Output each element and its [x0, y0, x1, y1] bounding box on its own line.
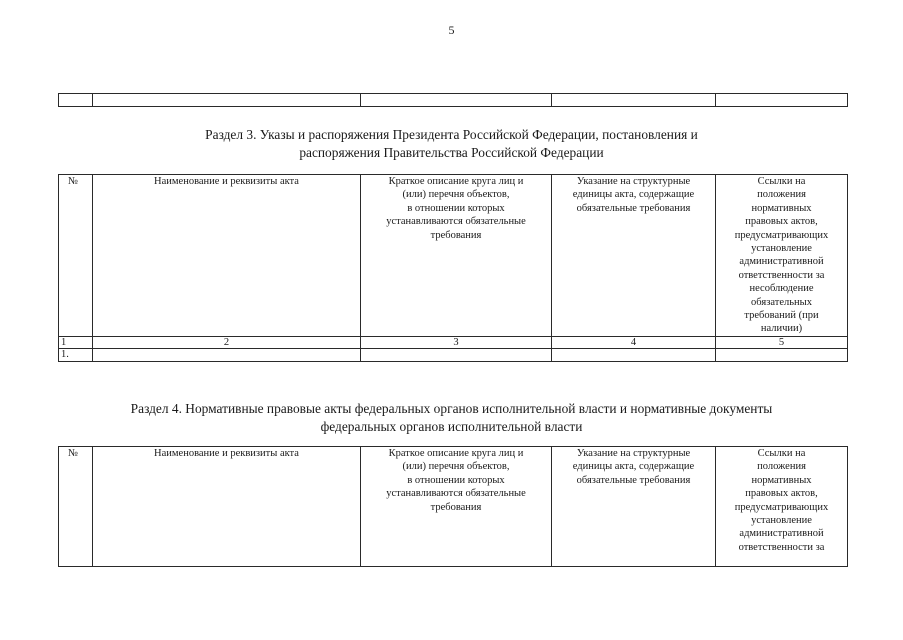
section4-title-line2: федеральных органов исполнительной власти [320, 419, 583, 434]
header-units: Указание на структурные единицы акта, содержащие обязательные требования [552, 175, 716, 337]
table-cell [59, 94, 93, 107]
header-links: Ссылки на положения нормативных правовых актов, предусматривающих установление административной ответственности за [716, 447, 848, 567]
header-num: № [59, 447, 93, 567]
table-row [59, 94, 848, 107]
header-name: Наименование и реквизиты акта [93, 175, 361, 337]
table-header-row [59, 175, 848, 337]
table-index-row [59, 336, 848, 348]
table-row [59, 348, 848, 361]
index-cell: 1 [59, 336, 93, 348]
row-number: 1. [59, 348, 93, 361]
header-units: Указание на структурные единицы акта, содержащие обязательные требования [552, 447, 716, 567]
table-cell [93, 94, 361, 107]
header-num: № [59, 175, 93, 337]
table-cell [716, 94, 848, 107]
table-cell [361, 348, 552, 361]
index-cell: 3 [361, 336, 552, 348]
header-description: Краткое описание круга лиц и (или) перечня объектов, в отношении которых устанавливаются обязательные требования [361, 447, 552, 567]
section4-title-line1: Раздел 4. Нормативные правовые акты федеральных органов исполнительной власти и нормативные документы [130, 401, 773, 416]
header-description: Краткое описание круга лиц и (или) перечня объектов, в отношении которых устанавливаются обязательные требования [361, 175, 552, 337]
section4-table [58, 446, 848, 567]
table-cell [552, 348, 716, 361]
table-cell [93, 348, 361, 361]
index-cell: 2 [93, 336, 361, 348]
page-number: 5 [448, 23, 455, 37]
section3-table [58, 174, 848, 362]
previous-table-tail [58, 93, 848, 107]
table-header-row [59, 447, 848, 567]
header-links: Ссылки на положения нормативных правовых актов, предусматривающих установление административной ответственности за несоблюдение обязательных требований (при наличии) [716, 175, 848, 337]
index-cell: 4 [552, 336, 716, 348]
section3-title [0, 126, 903, 162]
section3-title-line2: распоряжения Правительства Российской Федерации [299, 145, 604, 160]
section4-title [0, 400, 903, 436]
index-cell: 5 [716, 336, 848, 348]
table-cell [716, 348, 848, 361]
header-name: Наименование и реквизиты акта [93, 447, 361, 567]
table-cell [552, 94, 716, 107]
section3-title-line1: Раздел 3. Указы и распоряжения Президента Российской Федерации, постановления и [205, 127, 698, 142]
table-cell [361, 94, 552, 107]
